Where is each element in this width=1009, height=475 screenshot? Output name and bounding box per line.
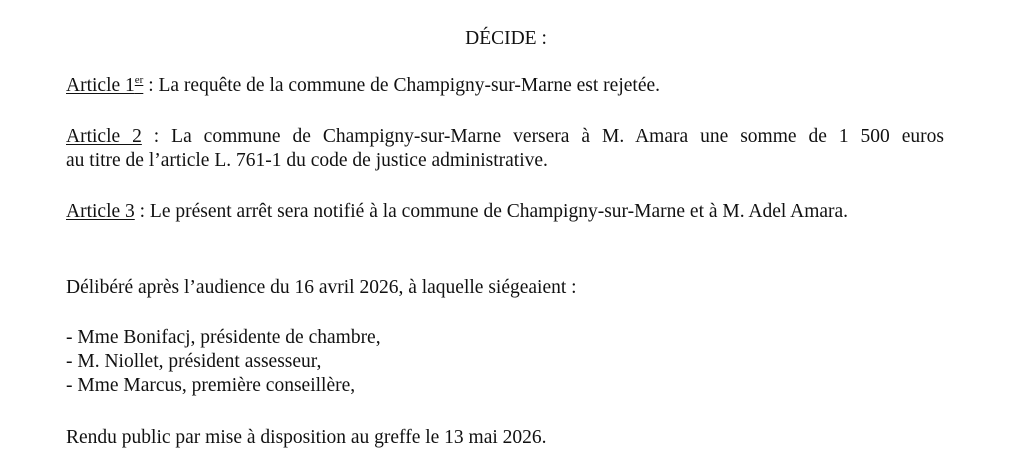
article-1-label: Article 1er xyxy=(66,74,144,96)
article-2-label: Article 2 xyxy=(66,126,142,147)
member-item: - Mme Bonifacj, présidente de chambre, xyxy=(66,327,381,348)
article-2-text-line-2: au titre de l’article L. 761-1 du code de justice administrative. xyxy=(66,150,548,171)
article-3 xyxy=(66,200,848,224)
article-1-text: : La requête de la commune de Champigny-sur-Marne est rejetée. xyxy=(143,75,661,96)
article-1-superscript: er xyxy=(134,74,144,86)
member-item: - Mme Marcus, première conseillère, xyxy=(66,375,356,396)
rendered-public-text: Rendu public par mise à disposition au greffe le 13 mai 2026. xyxy=(66,427,547,448)
decision-heading: DÉCIDE : xyxy=(465,28,547,49)
article-3-label: Article 3 xyxy=(66,201,135,222)
member-item: - M. Niollet, président assesseur, xyxy=(66,351,322,372)
article-1 xyxy=(66,74,660,98)
article-2-line-1 xyxy=(66,125,944,149)
deliberation-text: Délibéré après l’audience du 16 avril 2026, à laquelle siégeaient : xyxy=(66,277,577,298)
article-3-text: : Le présent arrêt sera notifié à la commune de Champigny-sur-Marne et à M. Adel Amara. xyxy=(134,201,849,222)
article-2-text-line-1: : La commune de Champigny-sur-Marne versera à M. Amara une somme de 1 500 euros xyxy=(141,126,944,147)
